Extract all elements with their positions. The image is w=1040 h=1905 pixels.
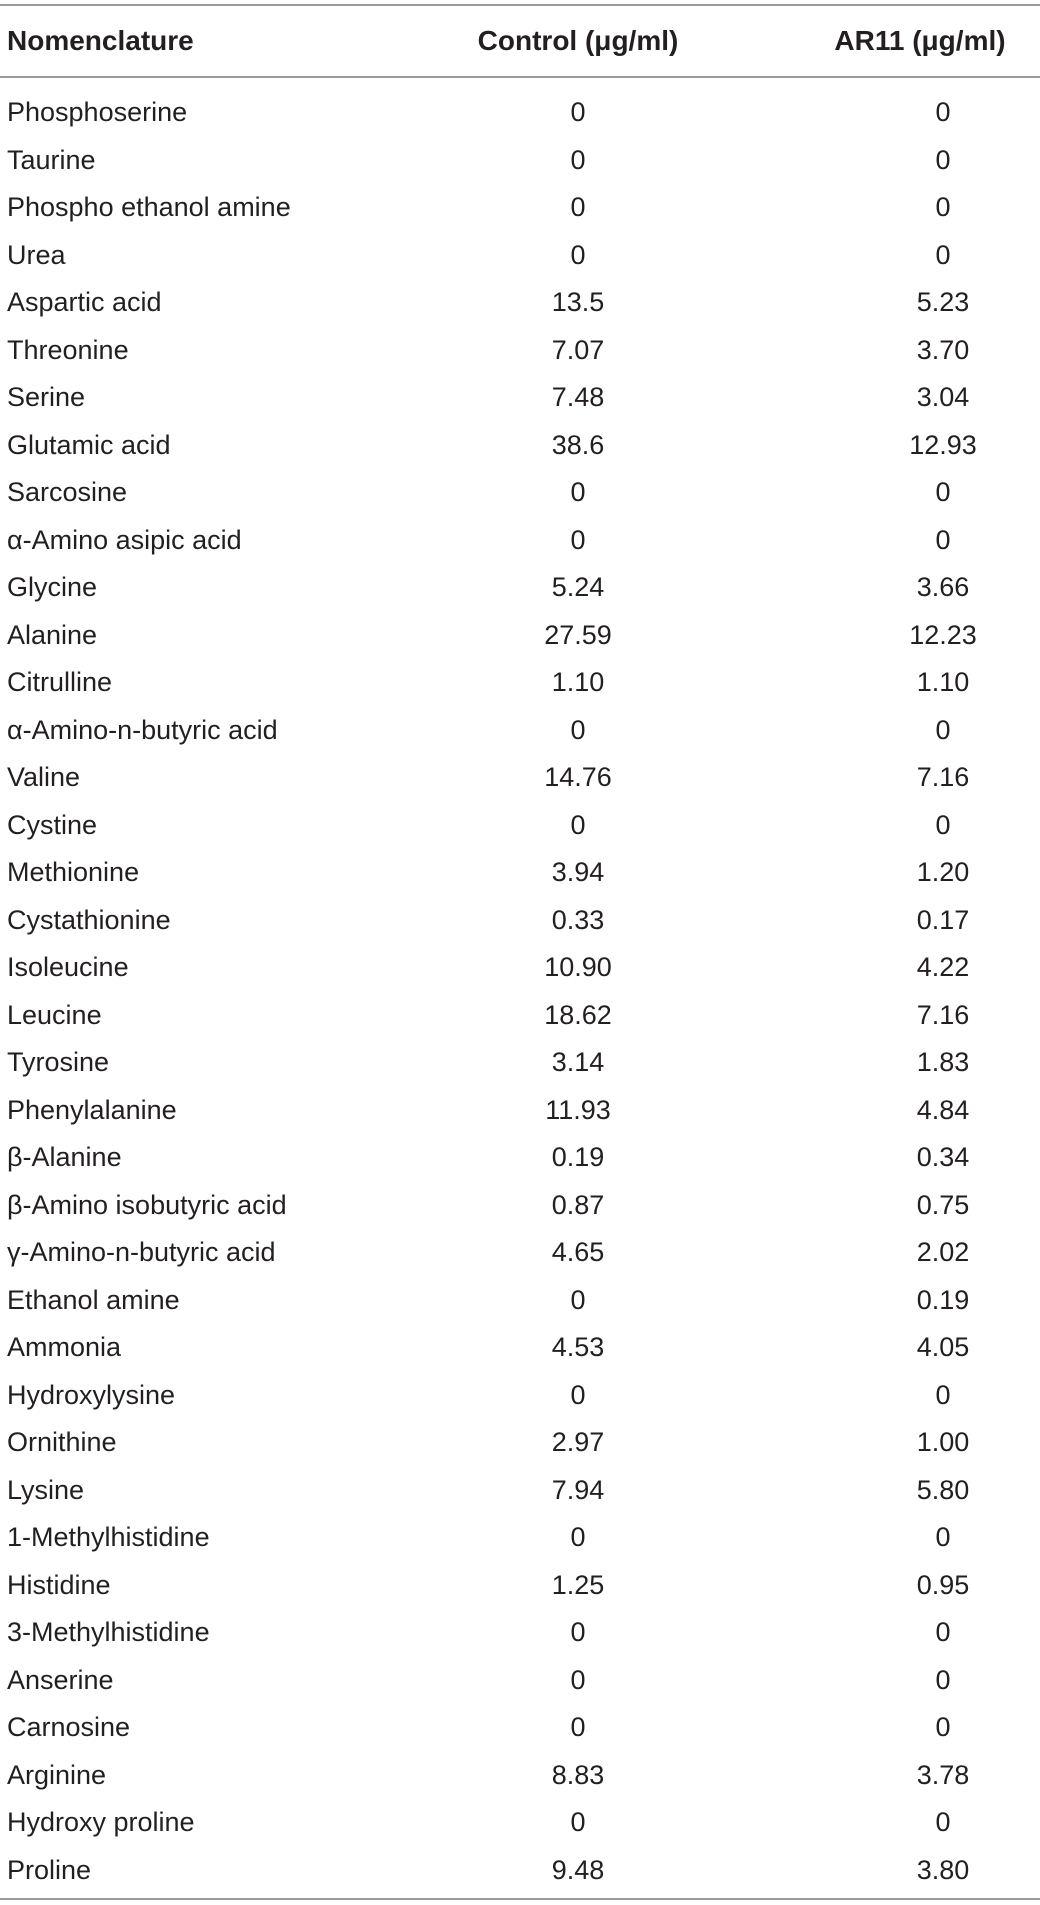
cell-ar11: 1.00 — [916, 1427, 970, 1457]
cell-control: 0 — [570, 1522, 586, 1552]
cell-ar11: 4.05 — [916, 1332, 970, 1362]
cell-control: 2.97 — [551, 1427, 605, 1457]
cell-control: 10.90 — [544, 952, 612, 982]
table-row — [0, 1422, 1040, 1470]
cell-nomenclature: γ-Amino-n-butyric acid — [7, 1237, 276, 1267]
cell-ar11: 0.34 — [916, 1142, 970, 1172]
table-row — [0, 1850, 1040, 1898]
cell-nomenclature: Alanine — [7, 619, 98, 650]
cell-ar11: 3.66 — [916, 572, 970, 602]
table-row — [0, 92, 1040, 140]
cell-nomenclature: 3-Methylhistidine — [7, 1617, 210, 1647]
table-row — [0, 947, 1040, 995]
cell-nomenclature: α-Amino-n-butyric acid — [7, 714, 278, 745]
cell-control: 0 — [570, 714, 586, 745]
cell-control: 5.24 — [551, 572, 605, 602]
table-row — [0, 1755, 1040, 1803]
table-row — [0, 900, 1040, 948]
cell-ar11: 0 — [935, 524, 951, 555]
cell-control: 27.59 — [544, 619, 612, 650]
cell-control: 7.94 — [551, 1474, 605, 1505]
cell-ar11: 0.95 — [916, 1569, 970, 1600]
cell-ar11: 5.80 — [916, 1474, 970, 1505]
cell-ar11: 3.70 — [916, 334, 970, 365]
cell-control: 4.53 — [551, 1332, 605, 1362]
table-row — [0, 1707, 1040, 1755]
cell-control: 1.10 — [551, 667, 605, 697]
cell-ar11: 7.16 — [916, 999, 970, 1030]
cell-control: 13.5 — [551, 287, 605, 317]
table-row — [0, 140, 1040, 188]
cell-ar11: 0 — [935, 1807, 951, 1837]
table-row — [0, 1565, 1040, 1613]
cell-control: 0.33 — [551, 904, 605, 935]
cell-ar11: 12.23 — [909, 619, 977, 650]
cell-control: 8.83 — [551, 1759, 605, 1790]
cell-control: 7.07 — [551, 334, 605, 365]
table-row — [0, 805, 1040, 853]
cell-nomenclature: Serine — [7, 382, 86, 412]
table-row — [0, 1232, 1040, 1280]
table-row — [0, 1280, 1040, 1328]
cell-control: 0 — [570, 477, 586, 507]
cell-control: 0 — [570, 809, 586, 840]
cell-nomenclature: Tyrosine — [7, 1047, 110, 1077]
cell-control: 38.6 — [551, 429, 605, 460]
cell-nomenclature: Phenylalanine — [7, 1094, 177, 1125]
table-row — [0, 757, 1040, 805]
cell-nomenclature: Taurine — [7, 144, 96, 175]
header-nomenclature: Nomenclature — [7, 25, 194, 56]
cell-nomenclature: β-Amino isobutyric acid — [7, 1189, 287, 1220]
cell-control: 0 — [570, 97, 586, 127]
cell-nomenclature: Carnosine — [7, 1712, 131, 1742]
cell-nomenclature: Hydroxy proline — [7, 1807, 195, 1837]
cell-control: 14.76 — [544, 762, 612, 792]
cell-ar11: 0 — [935, 239, 951, 270]
table-header-rule — [0, 76, 1040, 78]
cell-ar11: 12.93 — [909, 429, 977, 460]
cell-control: 1.25 — [551, 1569, 605, 1600]
table-row — [0, 330, 1040, 378]
cell-ar11: 0 — [935, 192, 951, 222]
cell-nomenclature: Phospho ethanol amine — [7, 192, 291, 222]
table-row — [0, 1470, 1040, 1518]
cell-ar11: 0 — [935, 1379, 951, 1410]
cell-control: 0 — [570, 1664, 586, 1695]
cell-nomenclature: Lysine — [7, 1474, 85, 1505]
cell-nomenclature: α-Amino asipic acid — [7, 524, 242, 555]
table-row — [0, 1660, 1040, 1708]
cell-ar11: 0 — [935, 97, 951, 127]
cell-ar11: 0 — [935, 1712, 951, 1742]
header-ar11: AR11 (μg/ml) — [834, 25, 1006, 56]
table-row — [0, 662, 1040, 710]
table-row — [0, 567, 1040, 615]
cell-nomenclature: Hydroxylysine — [7, 1379, 176, 1410]
table-row — [0, 1185, 1040, 1233]
cell-ar11: 1.83 — [916, 1047, 970, 1077]
cell-ar11: 0 — [935, 809, 951, 840]
cell-nomenclature: Glutamic acid — [7, 429, 171, 460]
cell-control: 3.14 — [551, 1047, 605, 1077]
cell-nomenclature: Leucine — [7, 999, 102, 1030]
cell-ar11: 3.80 — [916, 1854, 970, 1885]
table-row — [0, 995, 1040, 1043]
table-row — [0, 1042, 1040, 1090]
table-row — [0, 1137, 1040, 1185]
cell-control: 0 — [570, 1284, 586, 1315]
cell-ar11: 4.84 — [916, 1094, 970, 1125]
table-row — [0, 425, 1040, 473]
table-header-row — [0, 4, 1040, 78]
cell-nomenclature: Cystine — [7, 809, 98, 840]
cell-ar11: 7.16 — [916, 762, 970, 792]
table-row — [0, 1327, 1040, 1375]
cell-nomenclature: Cystathionine — [7, 904, 171, 935]
cell-nomenclature: Histidine — [7, 1569, 111, 1600]
cell-nomenclature: β-Alanine — [7, 1142, 122, 1172]
cell-ar11: 5.23 — [916, 287, 970, 317]
cell-ar11: 4.22 — [916, 952, 970, 982]
cell-nomenclature: Isoleucine — [7, 952, 129, 982]
header-control: Control (μg/ml) — [477, 25, 679, 56]
cell-control: 0 — [570, 1807, 586, 1837]
cell-control: 0.19 — [551, 1142, 605, 1172]
table-bottom-rule — [0, 1898, 1040, 1900]
cell-control: 0.87 — [551, 1189, 605, 1220]
cell-control: 11.93 — [545, 1094, 611, 1125]
cell-control: 0 — [570, 239, 586, 270]
table-row — [0, 615, 1040, 663]
cell-control: 0 — [570, 1712, 586, 1742]
cell-nomenclature: Aspartic acid — [7, 287, 162, 317]
table-row — [0, 520, 1040, 568]
cell-nomenclature: Anserine — [7, 1664, 114, 1695]
table-row — [0, 1375, 1040, 1423]
table-row — [0, 472, 1040, 520]
table-row — [0, 852, 1040, 900]
cell-ar11: 0 — [935, 714, 951, 745]
cell-nomenclature: Ornithine — [7, 1427, 117, 1457]
cell-ar11: 0 — [935, 1522, 951, 1552]
cell-control: 0 — [570, 1617, 586, 1647]
cell-control: 0 — [570, 524, 586, 555]
cell-nomenclature: 1-Methylhistidine — [7, 1522, 210, 1552]
cell-ar11: 3.78 — [916, 1759, 970, 1790]
cell-ar11: 0 — [935, 144, 951, 175]
table-row — [0, 377, 1040, 425]
cell-ar11: 1.20 — [916, 857, 970, 887]
cell-nomenclature: Phosphoserine — [7, 97, 188, 127]
cell-ar11: 0.75 — [916, 1189, 970, 1220]
cell-nomenclature: Urea — [7, 239, 66, 270]
table-row — [0, 187, 1040, 235]
cell-nomenclature: Valine — [7, 762, 81, 792]
cell-ar11: 2.02 — [916, 1237, 970, 1267]
table-row — [0, 1612, 1040, 1660]
cell-nomenclature: Proline — [7, 1854, 92, 1885]
cell-ar11: 0 — [935, 477, 951, 507]
cell-control: 0 — [570, 144, 586, 175]
cell-nomenclature: Methionine — [7, 857, 140, 887]
cell-nomenclature: Arginine — [7, 1759, 107, 1790]
table-row — [0, 235, 1040, 283]
cell-nomenclature: Ammonia — [7, 1332, 122, 1362]
cell-control: 0 — [570, 1379, 586, 1410]
table-row — [0, 1802, 1040, 1850]
cell-nomenclature: Threonine — [7, 334, 129, 365]
cell-control: 3.94 — [551, 857, 605, 887]
cell-ar11: 3.04 — [916, 382, 970, 412]
table-body — [0, 92, 1040, 1897]
cell-ar11: 0 — [935, 1617, 951, 1647]
table-row — [0, 1517, 1040, 1565]
cell-control: 0 — [570, 192, 586, 222]
cell-nomenclature: Glycine — [7, 572, 98, 602]
table-row — [0, 282, 1040, 330]
cell-control: 7.48 — [551, 382, 605, 412]
cell-control: 4.65 — [551, 1237, 605, 1267]
cell-ar11: 0.17 — [916, 904, 970, 935]
table-row — [0, 1090, 1040, 1138]
table-row — [0, 710, 1040, 758]
cell-nomenclature: Ethanol amine — [7, 1284, 180, 1315]
cell-nomenclature: Sarcosine — [7, 477, 128, 507]
cell-ar11: 0 — [935, 1664, 951, 1695]
cell-nomenclature: Citrulline — [7, 667, 113, 697]
cell-ar11: 0.19 — [916, 1284, 970, 1315]
cell-control: 9.48 — [551, 1854, 605, 1885]
cell-control: 18.62 — [544, 999, 612, 1030]
cell-ar11: 1.10 — [916, 667, 970, 697]
